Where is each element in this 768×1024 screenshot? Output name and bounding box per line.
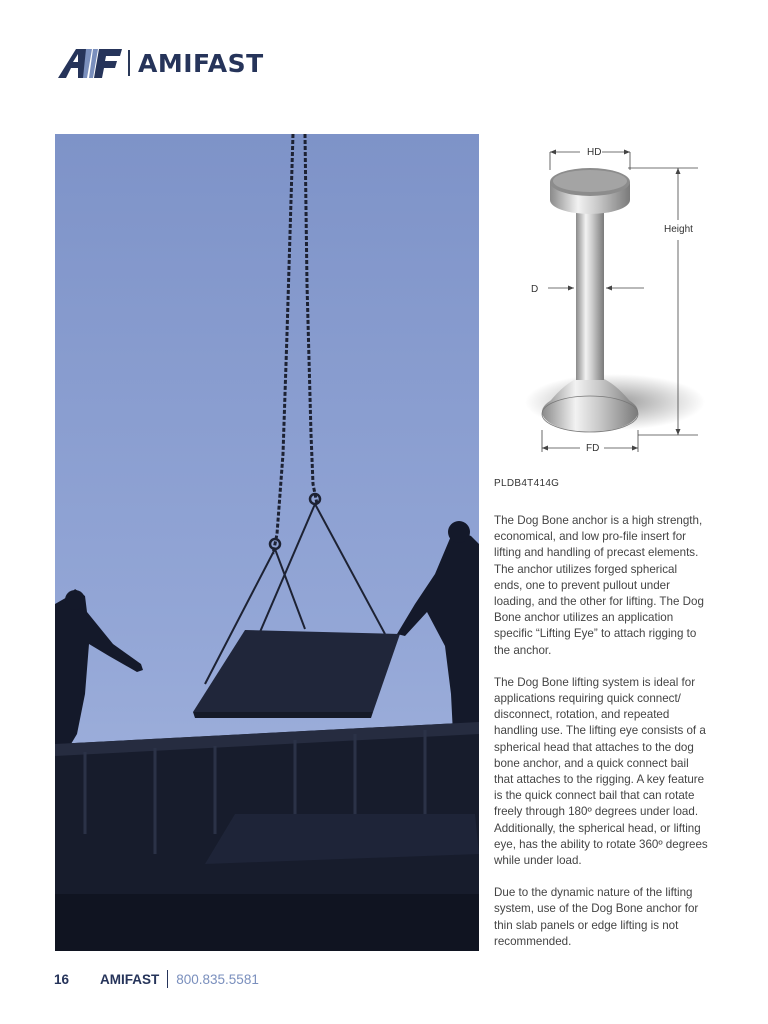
fd-label: FD — [586, 443, 600, 454]
height-label: Height — [664, 224, 693, 235]
crane-lifting-precast-slab-photo-icon — [55, 134, 479, 951]
product-description — [494, 513, 708, 966]
description-paragraph-2: The Dog Bone lifting system is ideal for applications requiring quick connect/ disconnect, rotation, and repeated handling use. The lifting eye consists of a spherical head that attaches to the dog bone anchor, and a quick connect bail that attaches to the rigging. A key feature is the quick connect bail that can rotate freely through 180º degrees under load. Additionally, the spherical head, or lifting eye, has the ability to rotate 360º degrees while under load. — [494, 675, 708, 868]
footer-divider — [167, 970, 168, 988]
logo-divider — [128, 50, 130, 76]
hd-label: HD — [587, 147, 602, 158]
page-footer — [54, 970, 259, 988]
footer-brand: AMIFAST — [100, 971, 160, 987]
description-paragraph-3: Due to the dynamic nature of the lifting system, use of the Dog Bone anchor for thin slab panels or edge lifting is not recommended. — [494, 886, 699, 948]
description-paragraph-1: The Dog Bone anchor is a high strength, economical, and low pro-file insert for lifting and handling of precast elements. The anchor utilizes forged spherical ends, one to prevent pullout under loading, and the other for lifting. The Dog Bone anchor utilizes an application specific “Lifting Eye” to attach rigging to the anchor. — [494, 514, 704, 657]
af-logo-icon — [56, 46, 124, 80]
part-number: PLDB4T414G — [494, 478, 560, 489]
crane-lifting-photo — [55, 134, 479, 951]
brand-name: AMIFAST — [138, 48, 264, 78]
brand-logo — [56, 46, 264, 80]
d-label: D — [531, 284, 539, 295]
dog-bone-anchor-diagram — [520, 140, 710, 460]
footer-phone: 800.835.5581 — [176, 971, 259, 987]
page-number: 16 — [54, 971, 70, 987]
